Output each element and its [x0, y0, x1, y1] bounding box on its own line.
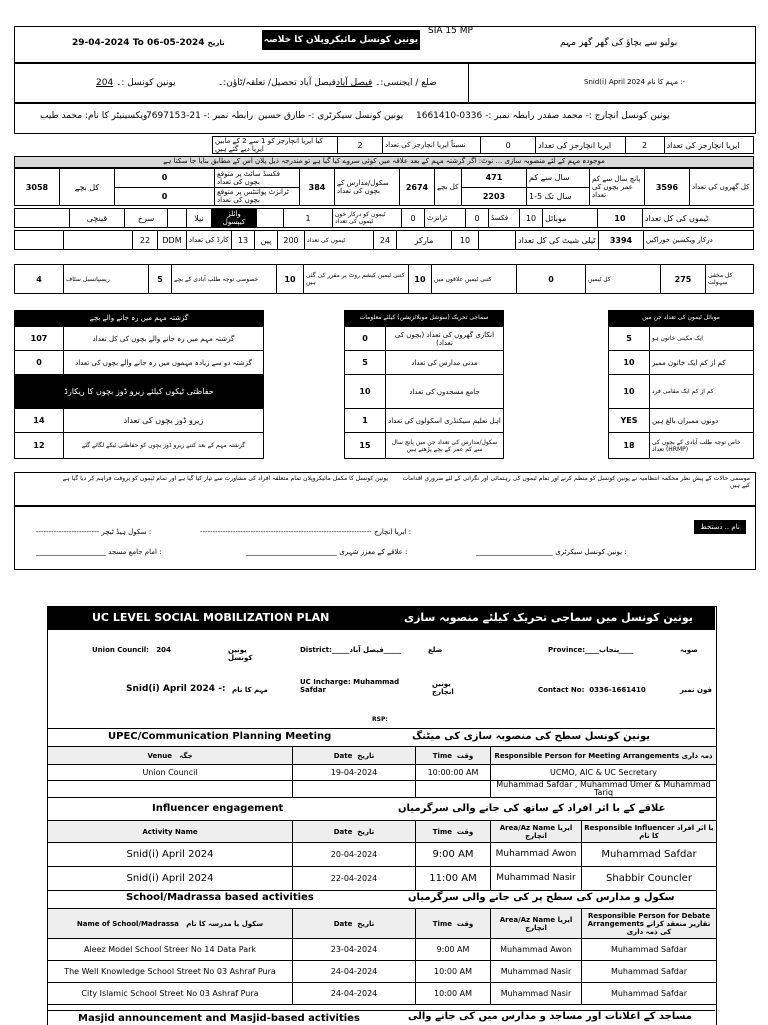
transit-children-label: ٹرانزٹ پوائنٹس پر متوقع بچوں کی تعداد	[215, 187, 300, 206]
responsible-staff-label: ریسپانسبل سٹاف	[64, 265, 149, 294]
empty-cell	[15, 209, 70, 228]
empty-cell	[64, 231, 133, 250]
ddm-label: DDM	[158, 231, 187, 250]
area-check-value: 2	[338, 137, 383, 154]
school-children-total: 3058	[15, 169, 60, 206]
time-col: Time وقت	[416, 747, 491, 765]
areas-value: 10	[277, 265, 304, 294]
empty-cell	[257, 209, 284, 228]
sch-time: 10:00 AM	[416, 983, 491, 1005]
teams-label-2: کل ٹیمیں	[586, 265, 661, 294]
plan-province-ur: صوبہ	[680, 646, 698, 654]
time-col: Time وقت	[416, 821, 491, 843]
date-range: 29-04-2024 To 06-05-2024 تاریخ	[72, 38, 225, 48]
secretary-field: یونین کونسل سیکرٹری :- طارق حسین	[258, 111, 404, 121]
adult-members-label: دونوں ممبران بالغ ہیں	[650, 409, 754, 433]
sch-area: Muhammad Awon	[491, 939, 582, 961]
pens-label: پین	[255, 231, 278, 250]
pens-value: 13	[232, 231, 255, 250]
inf-date: 22-04-2024	[293, 867, 416, 891]
area-incharge-sign: -------------------------------------------------------------------- ایریا انچارج :	[200, 528, 412, 536]
required-teams-value: 1	[284, 209, 333, 228]
scissors-label: قینچی	[70, 209, 125, 228]
supplies-table	[14, 230, 754, 250]
madaris-value: 5	[345, 351, 386, 375]
missed-repeat-label: گزشتہ دو سے زیادہ مہموں میں رہ جانے والے بچوں کی تعداد	[64, 351, 264, 375]
teams-label: ٹیموں کی تعداد	[305, 231, 374, 250]
area-ratio-value: 0	[481, 137, 536, 154]
area-incharge-table	[212, 136, 754, 154]
upec-title-ur: یونین کونسل سطح کی منصوبہ سازی کی میٹنگ	[412, 731, 651, 742]
uc-secretary-sign: ______________________ یونین کونسل سیکرٹری :	[476, 548, 627, 556]
empty-cell	[168, 209, 187, 228]
houses-label: کل گھروں کی تعداد	[690, 169, 754, 206]
date-col: Date تاریخ	[293, 821, 416, 843]
special-table	[14, 264, 754, 294]
u5-schools-value: 15	[345, 433, 386, 459]
hrmp-children-label: خاص توجہ طلب آبادی کے بچوں کی تعداد (HRMP)	[650, 433, 754, 459]
planning-note: موجودہ مہم کے لئے منصوبہ سازی ... نوٹ: اگر گزشتہ مہم کے بعد علاقہ میں کوئی سروے کیا گیا ہے تو مندرجہ ذیل پلان اس کے مطابق بنایا جا سکتا ہے	[14, 156, 754, 168]
district-field: ضلع / ایجنسی:۔ فیصل آباد	[336, 78, 437, 88]
fixed-children: 0	[115, 169, 215, 188]
school-children-label: سکول/مدارس کے بچوں کی تعداد	[335, 169, 400, 206]
areas-label: کتنی ٹیمیں علاقوں میں	[432, 265, 517, 294]
campaign-name: Snid(i) April 2024 مہم کا نام :-	[584, 78, 686, 86]
inf-time: 9:00 AM	[416, 843, 491, 867]
mobile-teams-title: موبائل ٹیموں کی تعداد جن میں	[608, 310, 754, 326]
under-one-label: سال سے کم	[527, 169, 590, 188]
plan-campaign-ur: مہم کا نام	[232, 686, 268, 694]
route-value: 10	[409, 265, 432, 294]
fixed-children-label: فکسڈ سائٹ پر متوقع بچوں کی تعداد	[215, 169, 300, 188]
total-teams-value: 10	[598, 209, 643, 228]
school-col: Name of School/Madrassa سکول یا مدرسہ کا نام	[48, 909, 293, 939]
plan-district-ur: ضلع	[428, 646, 443, 654]
plan-district: District:_____فیصل آباد_____	[300, 646, 402, 654]
tehsil-field: فیصل آباد تحصیل/ تعلقہ/ٹاؤن:۔	[218, 78, 336, 88]
tally-value: 10	[452, 231, 479, 250]
date-col: Date تاریخ	[293, 909, 416, 939]
female-member-value: 10	[609, 351, 650, 375]
hrmp-children-value: 18	[609, 433, 650, 459]
under-one-count: 471	[462, 169, 527, 188]
zero-dose-vaccinated-value: 12	[15, 433, 64, 459]
local-woman-label: ایک مکینی خاتون ہو	[650, 327, 754, 351]
influencer-title-ur: علاقے کے با اثر افراد کے ساتھ کی جانے والی سرگرمیاں	[398, 803, 666, 814]
plan-uc: Union Council: 204	[92, 646, 171, 654]
hidden-label: کل مخفی سہولت	[706, 265, 754, 294]
houses-count: 3596	[645, 169, 690, 206]
area-ratio-label: نسبتاً ایریا انچارجز کی تعداد	[383, 137, 481, 154]
mosques-label: جامع مسجدوں کی تعداد	[386, 375, 504, 409]
sch-area: Muhammad Nasir	[491, 961, 582, 983]
upec-table	[47, 746, 717, 798]
sch-responsible: Muhammad Safdar	[582, 939, 717, 961]
area-col: Area/Az Name ایریا انچارج	[491, 821, 582, 843]
upec-date: 19-04-2024	[293, 765, 416, 781]
activity-col: Activity Name	[48, 821, 293, 843]
imam-sign: ____________________ امام جامع مسجد :	[36, 548, 162, 556]
sch-time: 9:00 AM	[416, 939, 491, 961]
route-label: کتنی ٹیمیں کیشم روٹ پر مقرر کی گئی ہیں	[304, 265, 409, 294]
missed-children-title: گزشتہ مہم میں رہ جانے والے بچے	[14, 310, 264, 326]
sch-name: City Islamic School Street No 03 Ashraf Pura	[48, 983, 293, 1005]
madaris-label: مدنی مدارس کی تعداد	[386, 351, 504, 375]
hrmp-label: خصوصی توجہ طلب آبادی کے بچے	[172, 265, 277, 294]
upec-responsible: UCMO, AIC & UC Secretary	[491, 765, 717, 781]
transit-children: 0	[115, 187, 215, 206]
total-children-label: کل بچے	[435, 169, 462, 206]
under-five-label: پانچ سال سے کم عمر بچوں کی تعداد	[590, 169, 645, 206]
mosques-value: 10	[345, 375, 386, 409]
local-woman-value: 5	[609, 327, 650, 351]
plan-uc-ur: یونین کونسل	[228, 646, 253, 662]
empty-cell	[15, 231, 64, 250]
missed-total-label: گزشتہ مہم میں رہ جانے والے بچوں کی کل تعداد	[64, 327, 264, 351]
sch-date: 24-04-2024	[293, 961, 416, 983]
doses-label: درکار ویکسین خوراکیں	[644, 231, 754, 250]
fixed-value: 0	[466, 209, 489, 228]
inf-responsible: Muhammad Safdar	[582, 843, 717, 867]
note-right: موسمی حالات کے پیش نظر محکمہ انتظامیہ نے یونین کونسل کو منظم کرنے اور تمام ٹیموں کی رہنمائی اور نگرانی کے لئے ضروری اقدامات کیے ہیں	[402, 475, 750, 489]
schools-label: اہل تعلیم سیکنڈری اسکولوں کی تعداد	[386, 409, 504, 433]
inf-activity: Snid(i) April 2024	[48, 843, 293, 867]
inf-area: Muhammad Awon	[491, 843, 582, 867]
refusal-value: 0	[345, 327, 386, 351]
secretary-phone: رابطہ نمبر :- 21-7697153	[146, 111, 254, 121]
school-table	[47, 908, 717, 1005]
marker-value: 24	[374, 231, 397, 250]
vaccinator-field: ویکسینیٹر کا نام: محمد طیب	[40, 111, 148, 121]
adult-members-value: YES	[609, 409, 650, 433]
inf-date: 20-04-2024	[293, 843, 416, 867]
area-count-label-2: ایریا انچارجز کی تعداد	[536, 137, 625, 154]
school-title-en: School/Madrassa based activities	[126, 892, 314, 903]
area-count-value: 2	[625, 137, 664, 154]
tally-label: ٹیلی شیٹ کی کل تعداد	[516, 231, 599, 250]
school-title-ur: سکول و مدارس کی سطح پر کی جانے والی سرگرمیاں	[408, 892, 675, 903]
total-teams-label: ٹیموں کی کل تعداد	[643, 209, 754, 228]
mobile-teams-table	[608, 326, 754, 459]
sch-area: Muhammad Nasir	[491, 983, 582, 1005]
masjid-title-en: Masjid announcement and Masjid-based activities	[78, 1013, 360, 1024]
area-count-label: ایریا انچارجز کی تعداد	[664, 137, 753, 154]
sch-name: Aleez Model School Streer No 14 Data Park	[48, 939, 293, 961]
sch-name: The Well Knowledge School Street No 03 Ashraf Pura	[48, 961, 293, 983]
blue-label: نیلا	[187, 209, 212, 228]
upec-time: 10:00:00 AM	[416, 765, 491, 781]
area-notable-sign: __________________________ علاقے کے معزز شہری :	[246, 548, 408, 556]
sch-date: 24-04-2024	[293, 983, 416, 1005]
doses-value: 3394	[599, 231, 644, 250]
cards-label: کارڈ کی تعداد	[187, 231, 232, 250]
required-teams-label: ٹیموں کو درکار خون ٹیموں کی تعداد	[333, 209, 402, 228]
plan-campaign: Snid(i) April 2024 -:	[126, 684, 226, 694]
sch-responsible: Muhammad Safdar	[582, 983, 717, 1005]
zero-dose-title: حفاظتی ٹیکوں کیلئے زیرو ڈوز بچوں کا ریکارڈ	[15, 375, 264, 409]
school-children-count: 384	[300, 169, 335, 206]
empty-cell	[293, 781, 416, 798]
cards-value: 22	[133, 231, 158, 250]
summary-title: یونین کونسل مائیکروپلان کا خلاصہ	[262, 30, 420, 50]
upec-venue: Union Council	[48, 765, 293, 781]
incharge-phone: رابطہ نمبر :- 0336-1661410	[416, 111, 535, 121]
incharge-field: یونین کونسل انچارج :- محمد صفدر	[538, 111, 670, 121]
plan-header-ur: یونین کونسل میں سماجی تحریک کیلئے منصوبہ سازی	[404, 611, 693, 624]
missed-children-table	[14, 326, 264, 459]
fixed-label: فکسڈ	[489, 209, 520, 228]
transit-value: 0	[402, 209, 425, 228]
plan-header-en: UC LEVEL SOCIAL MOBILIZATION PLAN	[92, 611, 330, 624]
upec-title-en: UPEC/Communication Planning Meeting	[108, 731, 332, 742]
plan-rsp: RSP:	[372, 716, 388, 723]
note-left: یونین کونسل کا مکمل مائیکروپلان تمام متعلقہ افراد کی مشاورت سے تیار کیا گیا ہے اور تمام ٹیموں کو بروقت فراہم کر دیا گیا ہے	[62, 475, 388, 482]
plan-province: Province:____پنجاب____	[548, 646, 634, 654]
social-info-title: سماجی تحریک (سوشل موبلائزیشن) کیلئے معلومات	[344, 310, 504, 326]
empty-cell	[48, 781, 293, 798]
local-member-label: کم از کم ایک مقامی فرد	[650, 375, 754, 409]
masjid-title-ur: مساجد کے اعلانات اور مساجد و مدارس میں کی جانے والی	[408, 1011, 692, 1022]
hrmp-value: 5	[149, 265, 172, 294]
hidden-value: 275	[661, 265, 706, 294]
u5-schools-label: سکول/مدارس کی تعداد جن میں پانچ سال سے کم عمر کے بچے پڑھتے ہیں	[386, 433, 504, 459]
one-to-five-count: 2203	[462, 187, 527, 206]
missed-repeat-value: 0	[15, 351, 64, 375]
responsible-staff-value: 4	[15, 265, 64, 294]
missed-total-value: 107	[15, 327, 64, 351]
plan-contact: Contact No: 0336-1661410	[538, 686, 646, 694]
tally-blank	[479, 231, 516, 250]
zero-dose-vaccinated-label: گزشتہ مہم کے بعد کتنے زیرو ڈوز بچوں کو حفاظتی ٹیکے لگائے گئے	[64, 433, 264, 459]
children-table	[14, 168, 754, 206]
responsible-col: Responsible Person for Meeting Arrangements ذمہ داری	[491, 747, 717, 765]
social-info-table	[344, 326, 504, 459]
one-to-five-label: سال تک 5-1	[527, 187, 590, 206]
plan-contact-ur: فون نمبر	[680, 686, 712, 694]
inf-activity: Snid(i) April 2024	[48, 867, 293, 891]
date-col: Date تاریخ	[293, 747, 416, 765]
plan-incharge-ur: یونین انچارج	[432, 680, 454, 696]
time-col: Time وقت	[416, 909, 491, 939]
sch-date: 23-04-2024	[293, 939, 416, 961]
influencer-col: Responsible Influencer با اثر افراد کا نام	[582, 821, 717, 843]
teams-value: 200	[278, 231, 305, 250]
signature-title: نام .. دستخط	[694, 520, 746, 534]
debate-col: Responsible Person for Debate Arrangements تقاریر منعقد کرانے کی ذمہ داری	[582, 909, 717, 939]
red-label: سرخ	[125, 209, 168, 228]
vials-capsule: وائلز کیپسول	[212, 209, 257, 228]
uc-field: 204 یونین کونسل :۔	[96, 78, 176, 88]
sia-label: SIA 15 MP	[428, 26, 473, 36]
schools-value: 1	[345, 409, 386, 433]
teams-value-2: 0	[517, 265, 586, 294]
mobile-value: 10	[520, 209, 543, 228]
sch-responsible: Muhammad Safdar	[582, 961, 717, 983]
mobile-label: موبائل	[543, 209, 598, 228]
campaign-title: بولیو سے بچاؤ کی گھر گھر مہم	[560, 38, 678, 48]
local-member-value: 10	[609, 375, 650, 409]
plan-incharge: UC Incharge: Muhammad Safdar	[300, 678, 400, 694]
venue-col: Venue جگہ	[48, 747, 293, 765]
upec-responsible-names: Muhammad Safdar , Muhammad Umer & Muhammad Tariq	[491, 781, 717, 798]
zero-dose-label: زیرو ڈوز بچوں کی تعداد	[64, 409, 264, 433]
inf-time: 11:00 AM	[416, 867, 491, 891]
signature-block	[14, 506, 756, 570]
refusal-label: انکاری گھروں کی تعداد (بچوں کی تعداد)	[386, 327, 504, 351]
female-member-label: کم از کم ایک خاتون ممبر	[650, 351, 754, 375]
sch-time: 10:00 AM	[416, 961, 491, 983]
area-check-label: کیا ایریا انچارجز کو 1 سے 2 کے مابین ایریا دیے گئے ہیں	[213, 137, 338, 154]
teams-table	[14, 208, 754, 228]
school-head-sign: ------------------------- سکول ہیڈ ٹیچر :	[36, 528, 152, 536]
area-col: Area/Az Name ایریا انچارج	[491, 909, 582, 939]
transit-label: ٹرانزٹ	[425, 209, 466, 228]
zero-dose-value: 14	[15, 409, 64, 433]
total-label: کل بچے	[60, 169, 115, 206]
inf-responsible: Shabbir Councler	[582, 867, 717, 891]
empty-cell	[416, 781, 491, 798]
inf-area: Muhammad Nasir	[491, 867, 582, 891]
total-children: 2674	[400, 169, 435, 206]
influencer-table	[47, 820, 717, 891]
influencer-title-en: Influencer engagement	[152, 803, 284, 814]
marker-label: مارکر	[397, 231, 452, 250]
